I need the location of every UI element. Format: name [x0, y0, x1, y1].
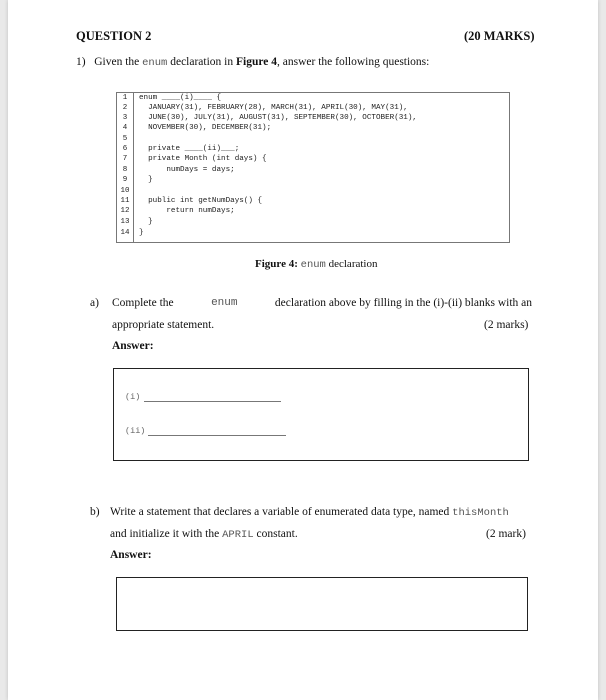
code-line: enum ____(i)____ {	[139, 94, 222, 102]
code-line: }	[139, 176, 153, 184]
part-b-var-code: thisMonth	[452, 507, 509, 519]
part-b-line2	[110, 528, 298, 541]
part-b-marks: (2 mark)	[486, 528, 526, 540]
part-a-label: a)	[90, 297, 99, 309]
figure-caption	[255, 258, 377, 271]
line-number: 11	[120, 197, 130, 205]
intro-middle: declaration in	[170, 56, 234, 68]
caption-text: declaration	[328, 258, 378, 270]
part-b-text3: constant.	[256, 528, 298, 540]
code-line: }	[139, 229, 144, 237]
blank-ii-label: (ii)	[125, 426, 146, 436]
line-number: 13	[120, 218, 130, 226]
line-number: 5	[122, 135, 128, 143]
code-line: private ____(ii)___;	[139, 145, 240, 153]
code-line: public int getNumDays() {	[139, 197, 263, 205]
item-number: 1)	[76, 56, 86, 68]
line-number: 9	[122, 176, 128, 184]
line-number: 6	[122, 145, 128, 153]
question-intro	[76, 56, 429, 69]
code-line: private Month (int days) {	[139, 155, 267, 163]
line-number: 10	[120, 187, 130, 195]
part-a-line1	[112, 297, 532, 309]
code-line: NOVEMBER(30), DECEMBER(31);	[139, 124, 272, 132]
code-line: numDays = days;	[139, 166, 235, 174]
part-a-marks: (2 marks)	[484, 319, 529, 331]
part-a-answer-box[interactable]	[113, 368, 529, 461]
part-b-text1: Write a statement that declares a variable of enumerated data type, named	[110, 506, 450, 518]
intro-figure: Figure 4	[236, 56, 277, 68]
caption-colon: :	[294, 258, 298, 270]
caption-code: enum	[300, 259, 326, 271]
blank-i-label: (i)	[125, 392, 141, 402]
line-number: 7	[122, 155, 128, 163]
intro-code: enum	[142, 57, 168, 69]
intro-before: Given the	[94, 56, 140, 68]
line-number: 3	[122, 114, 128, 122]
intro-after: , answer the following questions:	[277, 56, 430, 68]
part-b-line1	[110, 506, 509, 519]
line-number: 4	[122, 124, 128, 132]
exam-page	[8, 0, 598, 700]
part-b-text2: and initialize it with the	[110, 528, 220, 540]
line-number-gutter	[117, 93, 134, 242]
part-b-answer-box[interactable]	[116, 577, 528, 631]
code-line: JANUARY(31), FEBRUARY(28), MARCH(31), APRIL(30), MAY(31),	[139, 104, 408, 112]
part-b-const-code: APRIL	[222, 529, 254, 541]
line-number: 12	[120, 207, 130, 215]
code-line: }	[139, 218, 153, 226]
blank-i-line[interactable]	[144, 401, 281, 402]
code-figure	[116, 92, 510, 243]
line-number: 8	[122, 166, 128, 174]
question-marks: (20 MARKS)	[464, 29, 535, 43]
part-a-answer-label: Answer:	[112, 340, 154, 352]
line-number: 2	[122, 104, 128, 112]
part-b-label: b)	[90, 506, 100, 518]
line-number: 14	[120, 229, 130, 237]
line-number: 1	[122, 94, 128, 102]
blank-ii-line[interactable]	[148, 435, 286, 436]
part-a-line2: appropriate statement.	[112, 319, 215, 331]
code-line: return numDays;	[139, 207, 235, 215]
part-b-answer-label: Answer:	[110, 549, 152, 561]
part-a-code: enum	[211, 297, 238, 309]
code-line: JUNE(30), JULY(31), AUGUST(31), SEPTEMBER(30), OCTOBER(31),	[139, 114, 417, 122]
question-title: QUESTION 2	[76, 29, 152, 43]
caption-label: Figure 4	[255, 258, 295, 270]
part-a-rest: declaration above by filling in the (i)-(ii) blanks with an	[274, 297, 532, 309]
part-a-word-complete: Complete the	[112, 297, 174, 309]
